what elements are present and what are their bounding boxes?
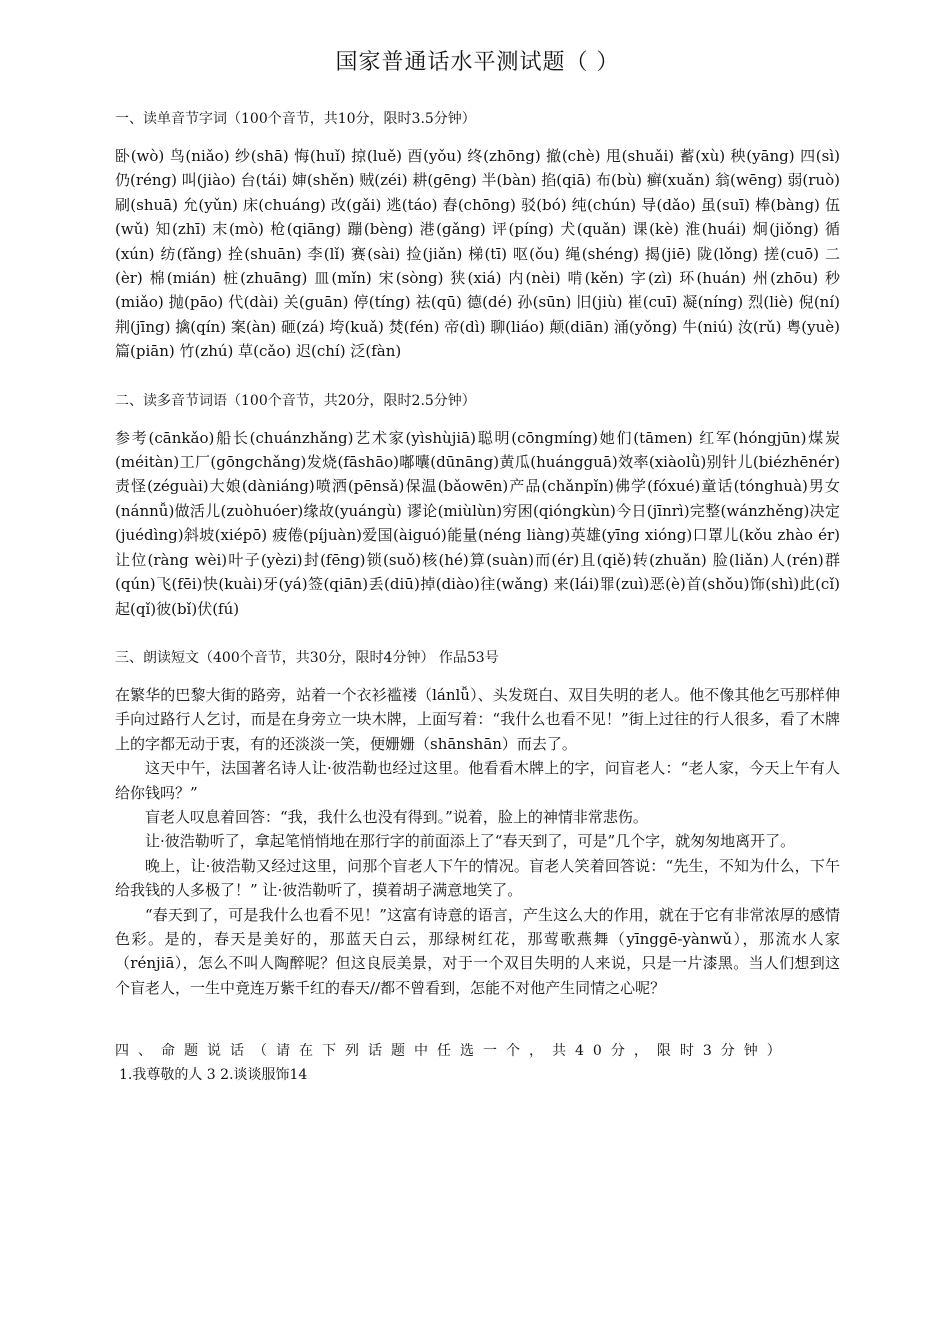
passage-paragraph: 这天中午，法国著名诗人让·彼浩勒也经过这里。他看看木牌上的字，问盲老人：“老人家，今天上午有人给你钱吗？” — [115, 759, 840, 802]
section3-heading: 三、朗读短文（400个音节，共30分，限时4分钟） 作品53号 — [115, 649, 499, 666]
passage-paragraph: 让·彼浩勒听了，拿起笔悄悄地在那行字的前面添上了“春天到了，可是”几个字，就匆匆地离开了。 — [145, 832, 796, 851]
section2-heading: 二、读多音节词语（100个音节，共20分，限时2.5分钟） — [115, 392, 476, 409]
passage-paragraph: 在繁华的巴黎大街的路旁，站着一个衣衫褴褛（lánlǚ）、头发斑白、双目失明的老人。他不像其他乞丐那样伸手向过路行人乞讨，而是在身旁立一块木牌，上面写着：“我什么也看不见！”街上过往的行人很多，看了木牌上的字都无动于衷，有的还淡淡一笑，便姗姗（shānshān）而去了。 — [115, 685, 840, 753]
passage-paragraph: 盲老人叹息着回答：“我，我什么也没有得到。”说着，脸上的神情非常悲伤。 — [145, 807, 648, 826]
section2-word-list: 参考(cānkǎo)船长(chuánzhǎng)艺术家(yìshùjiā)聪明(cōngmíng)她们(tāmen) 红军(hóngjūn)煤炭(méitàn)工厂(gōngchǎng)发烧(fāshāo)嘟囔(dūnāng)黄瓜(huángguā)效率(xiàolǜ)别针儿(biézhēnér)责怪(zéguài)大娘(dàniáng)喷洒(pēnsǎ)保温(bǎowēn)产品(chǎnpǐn)佛学(fóxué)童话(tónghuà)男女(nánnǚ)做活儿(zuòhuóer)缘故(yuángù) 谬论(miùlùn)穷困(qióngkùn)今日(jīnrì)完整(wánzhěng)决定(juédìng)斜坡(xiépō) 疲倦(píjuàn)爱国(àiguó)能量(néng liàng)英雄(yīng xióng)口罩儿(kǒu zhào ér) 让位(ràng wèi)叶子(yèzi)封(fēng)锁(suǒ)核(hé)算(suàn)而(ér)且(qiě)转(zhuǎn) 脸(liǎn)人(rén)群(qún)飞(fēi)快(kuài)牙(yá)签(qiān)丢(diū)掉(diào)往(wǎng) 来(lái)罪(zuì)恶(è)首(shǒu)饰(shì)此(cǐ)起(qǐ)彼(bǐ)伏(fú) — [115, 428, 840, 618]
passage-paragraph: “春天到了，可是我什么也看不见！”这富有诗意的语言，产生这么大的作用，就在于它有非常浓厚的感情色彩。是的，春天是美好的，那蓝天白云，那绿树红花，那莺歌燕舞（yīnggē-yànwǔ），那流水人家（rénjiā），怎么不叫人陶醉呢？但这良辰美景，对于一个双目失明的人来说，只是一片漆黑。当人们想到这个盲老人，一生中竟连万紫千红的春天//都不曾看到，怎能不对他产生同情之心呢？ — [115, 905, 840, 997]
section1-heading: 一、读单音节字词（100个音节，共10分，限时3.5分钟） — [115, 111, 476, 127]
passage-paragraph: 晚上，让·彼浩勒又经过这里，问那个盲老人下午的情况。盲老人笑着回答说：“先生，不知为什么，下午给我钱的人多极了！” 让·彼浩勒听了，摸着胡子满意地笑了。 — [115, 856, 840, 900]
section1-word-list: 卧(wò) 鸟(niǎo) 纱(shā) 悔(huǐ) 掠(luě) 酉(yǒu) 终(zhōng) 撤(chè) 甩(shuǎi) 蓄(xù) 秧(yāng) 四(sì) 仍(réng) 叫(jiào) 台(tái) 婶(shěn) 贼(zéi) 耕(gēng) 半(bàn) 掐(qiā) 布(bù) 癣(xuǎn) 翁(wēng) 弱(ruò) 刷(shuā) 允(yǔn) 床(chuáng) 改(gǎi) 逃(táo) 舂(chōng) 驳(bó) 纯(chún) 导(dǎo) 虽(suī) 棒(bàng) 伍(wǔ) 知(zhī) 末(mò) 枪(qiāng) 蹦(bèng) 港(gǎng) 评(píng) 犬(quǎn) 课(kè) 淮(huái) 炯(jiǒng) 循(xún) 纺(fǎng) 拴(shuān) 李(lǐ) 赛(sài) 捡(jiǎn) 梯(tī) 呕(ǒu) 绳(shéng) 揭(jiē) 陇(lǒng) 搓(cuō) 二(èr) 棉(mián) 桩(zhuāng) 皿(mǐn) 宋(sòng) 狭(xiá) 内(nèi) 啃(kěn) 字(zì) 环(huán) 州(zhōu) 秒(miǎo) 抛(pāo) 代(dài) 关(guān) 停(tíng) 祛(qū) 德(dé) 孙(sūn) 旧(jiù) 崔(cuī) 凝(níng) 烈(liè) 倪(ní) 荆(jīng) 擒(qín) 案(àn) 砸(zá) 垮(kuǎ) 焚(fén) 帝(dì) 聊(liáo) 颠(diān) 涌(yǒng) 牛(niú) 汝(rǔ) 粤(yuè) 篇(piān) 竹(zhú) 草(cǎo) 迟(chí) 泛(fàn) — [115, 147, 840, 361]
page-title: 国家普通话水平测试题（ ） — [335, 50, 620, 75]
section4-topics: 1.我尊敬的人 3 2.谈谈服饰14 — [119, 1067, 308, 1084]
document-page — [115, 45, 840, 1084]
section4-heading: 四、命题说话（请在下列话题中任选一个，共40分，限时3分钟） — [115, 1043, 790, 1060]
